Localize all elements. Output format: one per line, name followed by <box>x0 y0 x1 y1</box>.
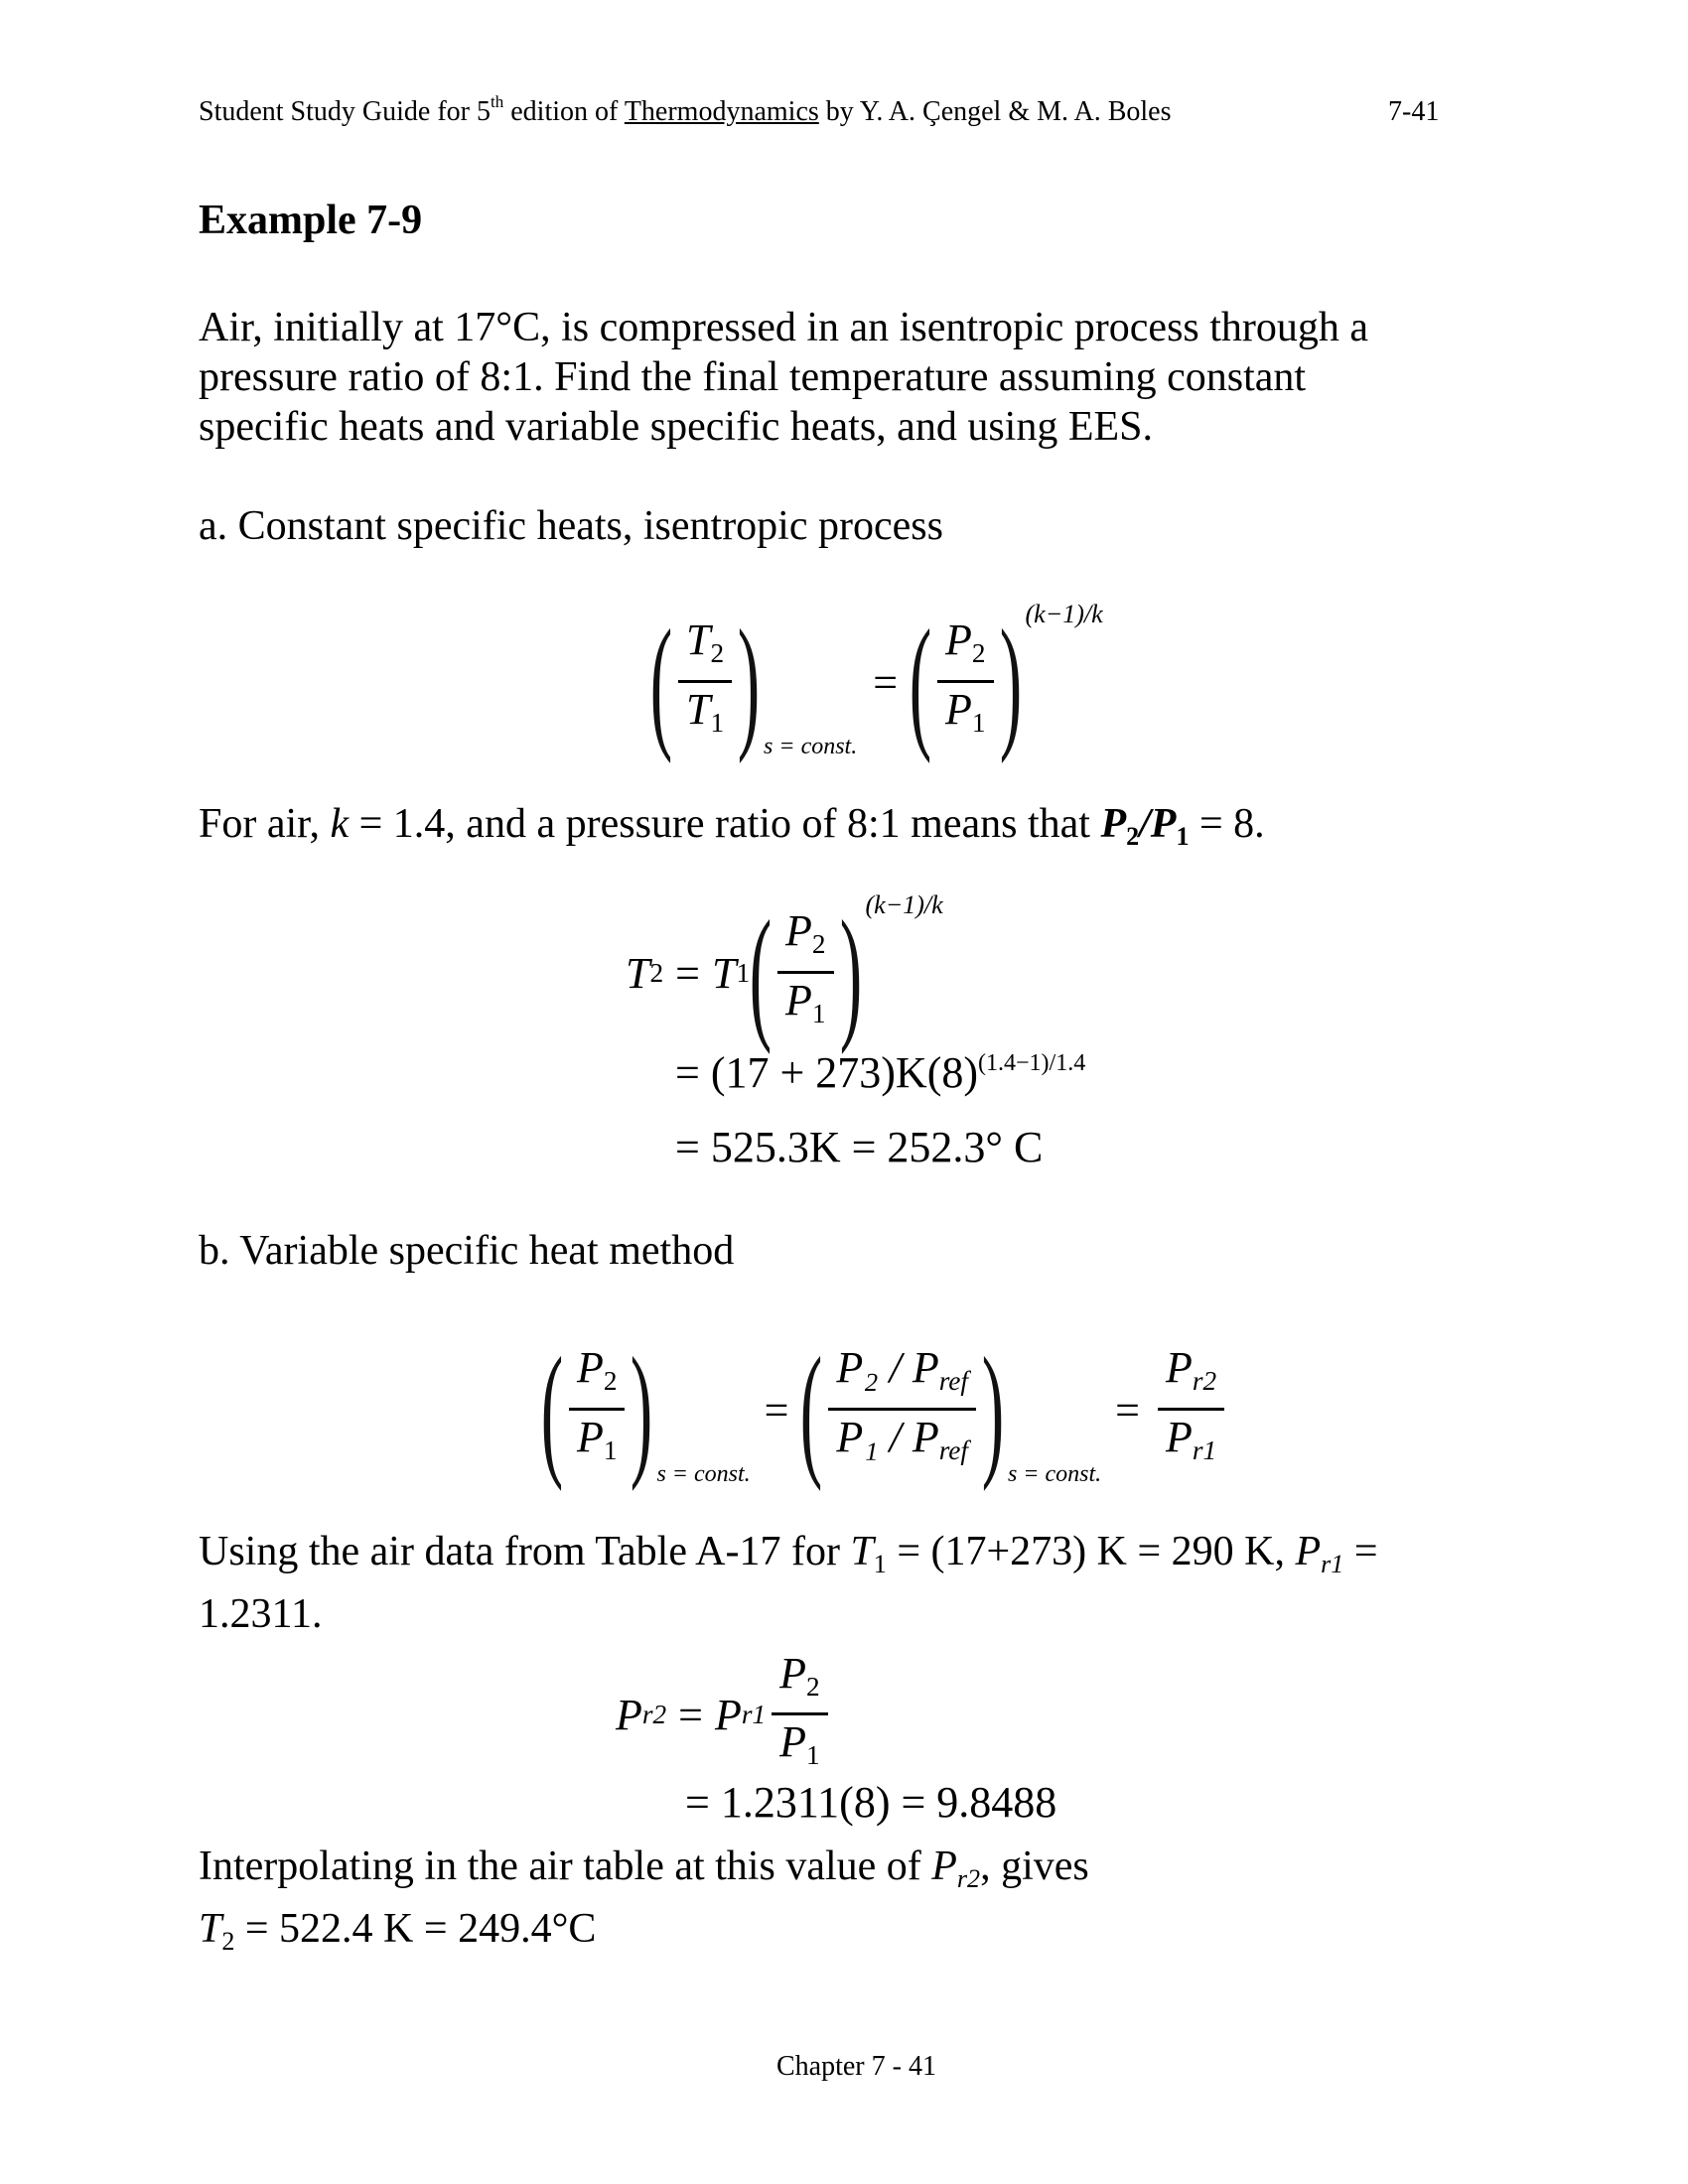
part-a-heading: a. Constant specific heats, isentropic process <box>199 503 943 549</box>
subscript: r1 <box>1321 1549 1344 1578</box>
subscript: 2 <box>806 1672 820 1703</box>
right-paren: ) <box>737 600 761 764</box>
constant-entropy-condition: s = const. <box>1007 1461 1102 1487</box>
subscript: 1 <box>603 1434 618 1465</box>
right-paren: ) <box>999 600 1022 764</box>
result-line: = 525.3K = 252.3° C <box>675 1123 1044 1171</box>
text: = 8. <box>1189 801 1265 847</box>
page-footer: Chapter 7 - 41 <box>776 2051 936 2082</box>
text: Interpolating in the air table at this value of <box>199 1843 932 1889</box>
reference-pressure-ratio <box>828 1342 976 1476</box>
right-paren: ) <box>839 890 862 1055</box>
subscript: 2 <box>710 638 725 669</box>
final-temperature-equation <box>626 890 943 1055</box>
subscript: 1 <box>971 707 986 738</box>
example-title: Example 7-9 <box>199 198 423 243</box>
pressure-ratio <box>937 614 994 749</box>
text: For air, <box>199 801 331 847</box>
isentropic-relation-equation <box>649 600 1103 764</box>
subscript: r1 <box>1192 1434 1217 1465</box>
substitution-line <box>675 1047 1085 1098</box>
running-header <box>199 92 1172 128</box>
var: P <box>785 975 812 1024</box>
table-value: 1.2311. <box>199 1590 323 1637</box>
subscript: 2 <box>971 638 986 669</box>
var: P <box>779 1717 806 1767</box>
text: = 522.4 K = 249.4°C <box>234 1905 597 1952</box>
subscript: r2 <box>641 1700 667 1730</box>
ordinal-suffix: th <box>491 92 504 111</box>
relative-pressure-equation <box>540 1327 1230 1492</box>
final-result <box>199 1904 1089 1967</box>
subscript: 1 <box>710 707 725 738</box>
exponent: (1.4−1)/1.4 <box>978 1050 1086 1077</box>
equals-sign: = <box>678 1691 703 1740</box>
var: T <box>626 948 650 998</box>
left-paren: ( <box>749 890 773 1055</box>
subscript: 2 <box>649 957 664 988</box>
constant-entropy-condition: s = const. <box>764 734 858 759</box>
problem-statement <box>199 303 1368 452</box>
subscript: 1 <box>806 1740 820 1771</box>
var: P <box>931 1843 957 1889</box>
subscript: ref <box>938 1434 968 1465</box>
text: = <box>1343 1529 1378 1574</box>
interpolation-text <box>199 1842 1089 1967</box>
var: /P <box>1139 801 1177 847</box>
temperature-ratio <box>678 614 732 749</box>
var: P <box>945 684 972 734</box>
var: P <box>779 1649 806 1698</box>
var: P <box>1165 1343 1193 1393</box>
var: T <box>685 684 711 734</box>
header-page-ref: 7-41 <box>1388 96 1440 127</box>
text: = 1.4, and a pressure ratio of 8:1 means that <box>349 801 1101 847</box>
var: P <box>1295 1529 1322 1574</box>
problem-line: Air, initially at 17°C, is compressed in an isentropic process through a <box>199 305 1369 350</box>
var: P <box>576 1412 604 1461</box>
left-paren: ( <box>909 600 932 764</box>
constant-entropy-condition: s = const. <box>656 1461 751 1487</box>
var: T <box>685 615 711 665</box>
header-text: Student Study Guide for 5 <box>199 96 491 127</box>
subscript: 1 <box>1176 821 1190 851</box>
subscript: 1 <box>736 957 751 988</box>
left-paren: ( <box>540 1327 564 1492</box>
var: T <box>711 948 737 998</box>
problem-line: specific heats and variable specific heats, and using EES. <box>199 404 1153 450</box>
subscript: ref <box>938 1366 968 1397</box>
left-paren: ( <box>649 600 673 764</box>
var: T <box>199 1905 222 1952</box>
subscript: 1 <box>873 1549 887 1578</box>
part-b-heading: b. Variable specific heat method <box>199 1228 735 1274</box>
var: P₁ / P <box>836 1412 939 1461</box>
text: = (17+273) K = 290 K, <box>886 1529 1296 1574</box>
book-title: Thermodynamics <box>624 96 819 127</box>
exponent: (k−1)/k <box>1025 600 1103 628</box>
text: , gives <box>980 1843 1089 1889</box>
equals-sign: = <box>764 1385 789 1434</box>
pressure-ratio <box>772 1648 828 1782</box>
subscript: 2 <box>221 1926 235 1956</box>
var: P <box>576 1343 604 1393</box>
subscript: r2 <box>1192 1366 1217 1397</box>
given-values-line <box>199 799 1265 862</box>
text: Using the air data from Table A-17 for <box>199 1529 851 1574</box>
pressure-ratio <box>569 1342 626 1476</box>
var: T <box>850 1529 874 1574</box>
var: P <box>945 615 972 665</box>
equals-sign: = <box>1115 1385 1140 1434</box>
var: P <box>714 1691 742 1740</box>
pressure-ratio <box>777 905 834 1039</box>
subscript: r2 <box>956 1863 981 1893</box>
relative-pressure-ratio <box>1158 1342 1224 1476</box>
problem-line: pressure ratio of 8:1. Find the final temperature assuming constant <box>199 354 1307 400</box>
var: P₂ / P <box>836 1343 939 1393</box>
pr2-result: = 1.2311(8) = 9.8488 <box>685 1778 1057 1827</box>
var: P <box>1165 1412 1193 1461</box>
var: P <box>616 1691 642 1740</box>
interp-line <box>199 1842 1089 1904</box>
left-paren: ( <box>800 1327 823 1492</box>
subscript: r1 <box>741 1700 767 1730</box>
header-text: edition of <box>503 96 625 127</box>
right-paren: ) <box>981 1327 1005 1492</box>
subscript: 1 <box>811 998 826 1028</box>
table-line <box>199 1527 1378 1589</box>
subscript: 2 <box>811 929 826 960</box>
exponent: (k−1)/k <box>865 890 943 919</box>
subscript: 2 <box>1126 821 1140 851</box>
right-paren: ) <box>631 1327 653 1492</box>
var: P <box>1100 801 1127 847</box>
subscript: 2 <box>603 1366 618 1397</box>
equals-sign: = <box>675 948 700 998</box>
pr2-equation <box>616 1648 834 1782</box>
table-lookup-text <box>199 1527 1378 1639</box>
equals-sign: = <box>873 657 899 707</box>
substitution: = (17 + 273)K(8) <box>675 1048 979 1097</box>
header-authors: by Y. A. Çengel & M. A. Boles <box>818 96 1172 127</box>
var: P <box>785 906 812 956</box>
var: k <box>330 801 350 847</box>
